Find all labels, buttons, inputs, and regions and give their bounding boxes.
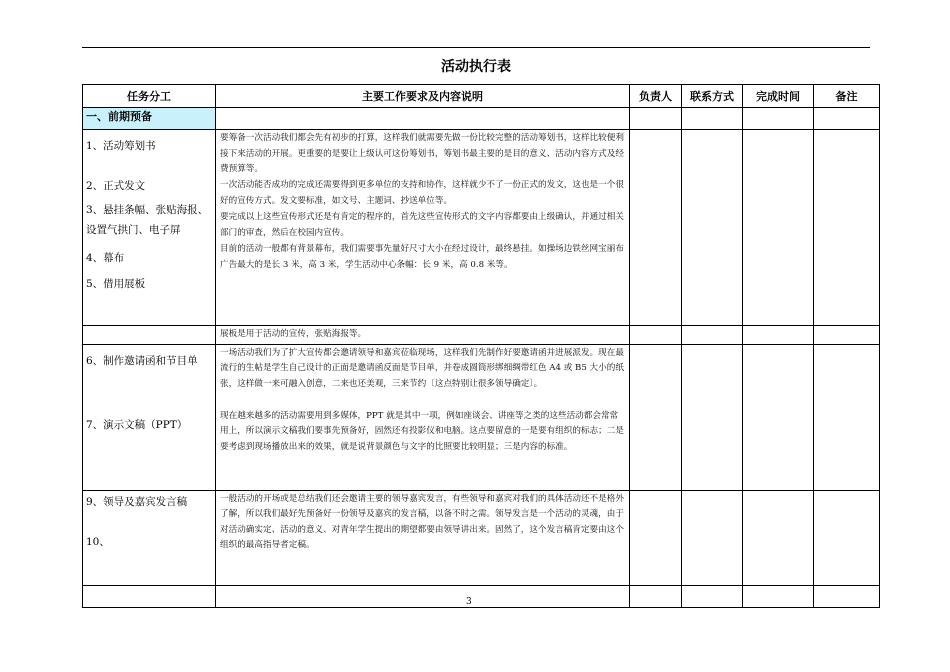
task-label: 6、制作邀请函和节目单 — [86, 354, 198, 367]
table-cell — [630, 130, 682, 326]
table-row — [83, 130, 880, 326]
table-cell — [630, 490, 682, 585]
col-header-notes: 备注 — [814, 85, 880, 108]
task-description: 一般活动的开场或是总结我们还会邀请主要的领导嘉宾发言，有些领导和嘉宾对我们的具体活动还不是格外了解，所以我们最好先预备好一份领导及嘉宾的发言稿，以备不时之需。领导发言是一个活动的灵魂，由于对活动确实定、活动的意义、对青年学生提出的期望都要由领导讲出来。固然了，这个发言稿肯定要由这个组织的最高指导者定稿。 — [216, 490, 630, 585]
table-row — [83, 490, 880, 585]
table-cell — [216, 585, 630, 607]
col-header-task: 任务分工 — [83, 85, 216, 108]
table-cell — [682, 585, 743, 607]
col-header-contact: 联系方式 — [682, 85, 743, 108]
task-description: 目前的活动一般都有背景幕布，我们需要事先量好尺寸大小在经过设计，最终悬挂。如操场边铁丝网宝丽布广告最大的是长 3 米，高 3 米，学生活动中心条幅：长 9 米，高 0.8 米等。 — [220, 244, 624, 270]
col-header-owner: 负责人 — [630, 85, 682, 108]
table-cell — [216, 108, 630, 130]
table-cell — [83, 326, 216, 345]
table-cell — [743, 344, 814, 490]
task-description: 现在越来越多的活动需要用到多媒体，PPT 就是其中一项，例如座谈会、讲座等之类的这些活动都会常常用上，所以演示文稿我们要事先预备好，固然还有投影仪和电脑。这点要留意的一是要有组织的标志；二是要考虑到现场播放出来的效果，就是说背景颜色与文字的比照要比较明显；三是内容的标准。 — [220, 410, 624, 452]
table-cell — [682, 490, 743, 585]
table-cell — [630, 344, 682, 490]
table-cell — [743, 108, 814, 130]
task-label: 9、领导及嘉宾发言稿 — [86, 495, 188, 508]
table-row — [83, 326, 880, 345]
col-header-description: 主要工作要求及内容说明 — [216, 85, 630, 108]
table-cell — [630, 108, 682, 130]
task-description: 一次活动能否成功的完成还需要得到更多单位的支持和协作，这样就少不了一份正式的发文，这也是一个很好的宣传方式。发文要标准，如文号、主题词、抄送单位等。 — [220, 180, 624, 206]
section-heading: 一、前期预备 — [83, 108, 216, 130]
page-number: 3 — [466, 597, 472, 607]
table-cell — [682, 344, 743, 490]
task-label: 1、活动筹划书 — [86, 140, 156, 152]
page-title: 活动执行表 — [441, 59, 511, 75]
activity-table — [82, 84, 880, 608]
table-cell — [743, 326, 814, 345]
task-label: 2、正式发文 — [86, 180, 146, 192]
task-label: 3、悬挂条幅、张贴海报、设置气拱门、电子屏 — [86, 204, 209, 236]
table-row — [83, 344, 880, 490]
task-list-cell — [83, 130, 216, 326]
header-rule — [82, 47, 870, 48]
table-row — [83, 585, 880, 607]
task-description: 要完成以上这些宣传形式还是有肯定的程序的，首先这些宣传形式的文字内容都要由上级确认，并通过相关部门的审查，然后在校园内宣传。 — [220, 212, 624, 238]
col-header-deadline: 完成时间 — [743, 85, 814, 108]
table-cell — [814, 108, 880, 130]
task-description: 一场活动我们为了扩大宣传都会邀请领导和嘉宾莅临现场，这样我们先制作好要邀请函并进展派发。现在最流行的生帖是学生自己设计的正面是邀请函反面是节目单，并卷成圆筒形绑细绸带红色 A4 或 B5 大小的纸张，这样做一来可融入创意，二来也还美观，三来节约〔这点特别让很多领导确定〕。 — [220, 347, 624, 389]
table-cell — [682, 108, 743, 130]
table-cell — [83, 585, 216, 607]
table-cell — [814, 585, 880, 607]
table-cell — [630, 326, 682, 345]
table-cell — [814, 326, 880, 345]
table-cell — [743, 490, 814, 585]
description-cell — [216, 344, 630, 490]
task-description: 要筹备一次活动我们都会先有初步的打算，这样我们就需要先做一份比较完整的活动筹划书，这样比较便利接下来活动的开展。更重要的是要让上级认可这份筹划书，筹划书最主要的是目的意义、活动内容方式及经费预算等。 — [220, 133, 624, 174]
task-label: 5、借用展板 — [86, 278, 146, 290]
header-row — [83, 85, 880, 108]
task-label: 10、 — [86, 535, 110, 548]
section-row — [83, 108, 880, 130]
table-cell — [814, 490, 880, 585]
task-label: 4、幕布 — [86, 252, 125, 264]
task-list-cell — [83, 344, 216, 490]
table-cell — [743, 585, 814, 607]
table-cell — [630, 585, 682, 607]
task-label: 7、演示文稿（PPT） — [86, 418, 188, 431]
description-cell — [216, 130, 630, 326]
task-description: 展板是用于活动的宣传，张贴海报等。 — [216, 326, 630, 345]
task-list-cell — [83, 490, 216, 585]
table-cell — [743, 130, 814, 326]
table-cell — [682, 130, 743, 326]
table-cell — [682, 326, 743, 345]
table-cell — [814, 130, 880, 326]
table-cell — [814, 344, 880, 490]
